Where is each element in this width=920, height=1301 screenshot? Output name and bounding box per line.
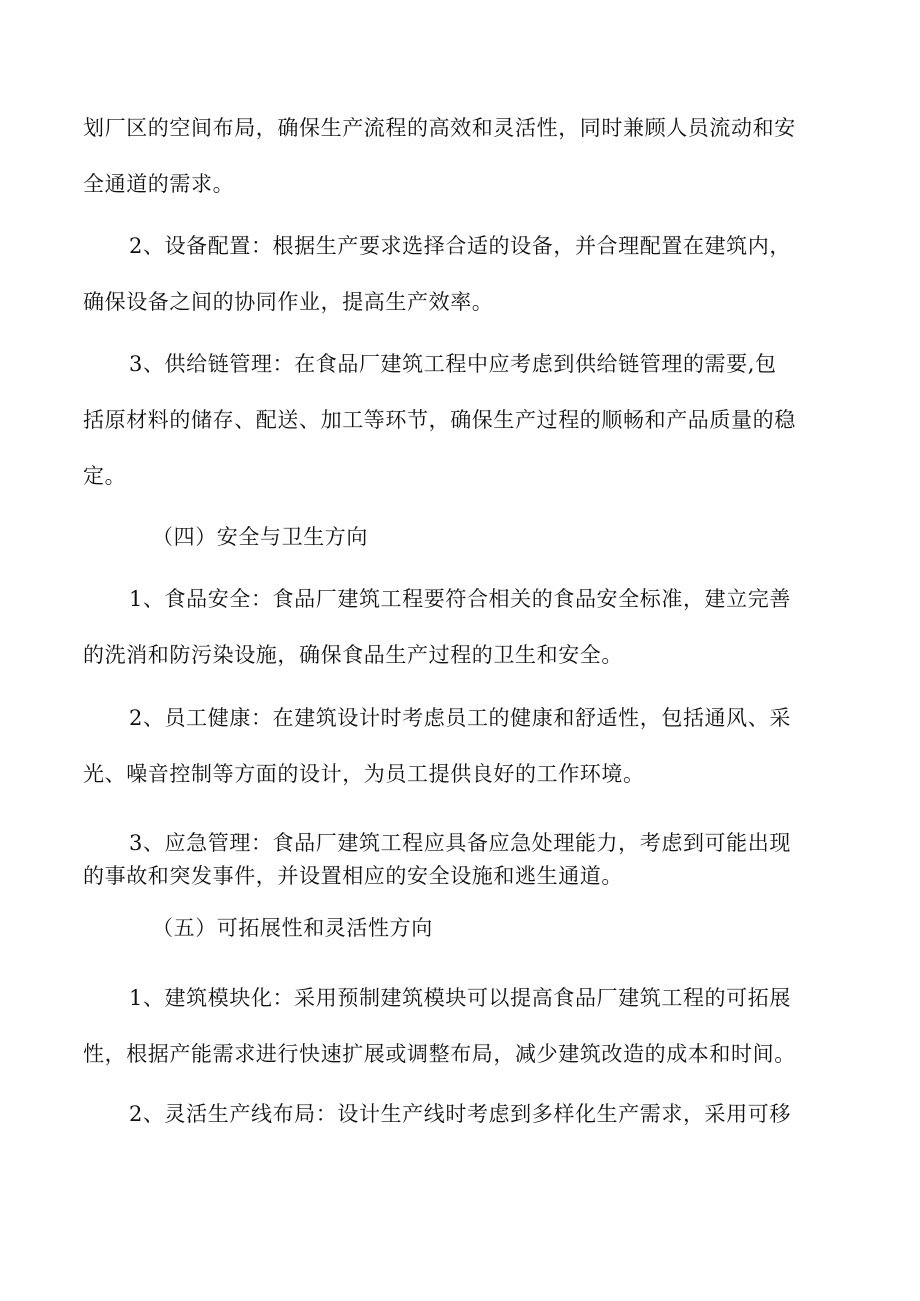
section-heading-scalability-flexibility: （五）可拓展性和灵活性方向 [152,916,433,940]
text-line: 1、食品安全：食品厂建筑工程要符合相关的食品安全标准，建立完善 [129,587,791,611]
paragraph-food-safety [83,571,843,683]
paragraph-emergency-management [83,827,843,893]
paragraph-equipment-configuration [83,218,843,330]
paragraph-flexible-production-line [83,1086,843,1142]
section-heading-safety-hygiene: （四）安全与卫生方向 [152,525,368,549]
text-line: 的洗消和防污染设施，确保食品生产过程的卫生和安全。 [83,643,623,667]
text-line: 定。 [83,464,127,488]
paragraph-employee-health [83,690,843,802]
text-line: 括原材料的储存、配送、加工等环节，确保生产过程的顺畅和产品质量的稳 [83,408,796,432]
text-line: 光、噪音控制等方面的设计，为员工提供良好的工作环境。 [83,762,645,786]
text-line: 全通道的需求。 [83,172,235,196]
text-line: 3、供给链管理：在食品厂建筑工程中应考虑到供给链管理的需要,包 [129,352,777,376]
text-line: 3、应急管理：食品厂建筑工程应具备应急处理能力，考虑到可能出现 [129,831,791,855]
paragraph-building-modularization [83,970,843,1082]
text-line: 2、灵活生产线布局：设计生产线时考虑到多样化生产需求，采用可移 [129,1102,791,1126]
text-line: 性，根据产能需求进行快速扩展或调整布局，减少建筑改造的成本和时间。 [83,1042,796,1066]
paragraph-layout-continuation [83,100,843,212]
text-line: 1、建筑模块化：采用预制建筑模块可以提高食品厂建筑工程的可拓展 [129,986,791,1010]
text-line: 2、员工健康：在建筑设计时考虑员工的健康和舒适性，包括通风、采 [129,706,791,730]
text-line: 确保设备之间的协同作业，提高生产效率。 [83,290,494,314]
text-line: 划厂区的空间布局，确保生产流程的高效和灵活性，同时兼顾人员流动和安 [83,116,796,140]
text-line: 的事故和突发事件，并设置相应的安全设施和逃生通道。 [83,864,623,888]
paragraph-supply-chain [83,336,843,504]
text-line: 2、设备配置：根据生产要求选择合适的设备，并合理配置在建筑内， [129,234,791,258]
